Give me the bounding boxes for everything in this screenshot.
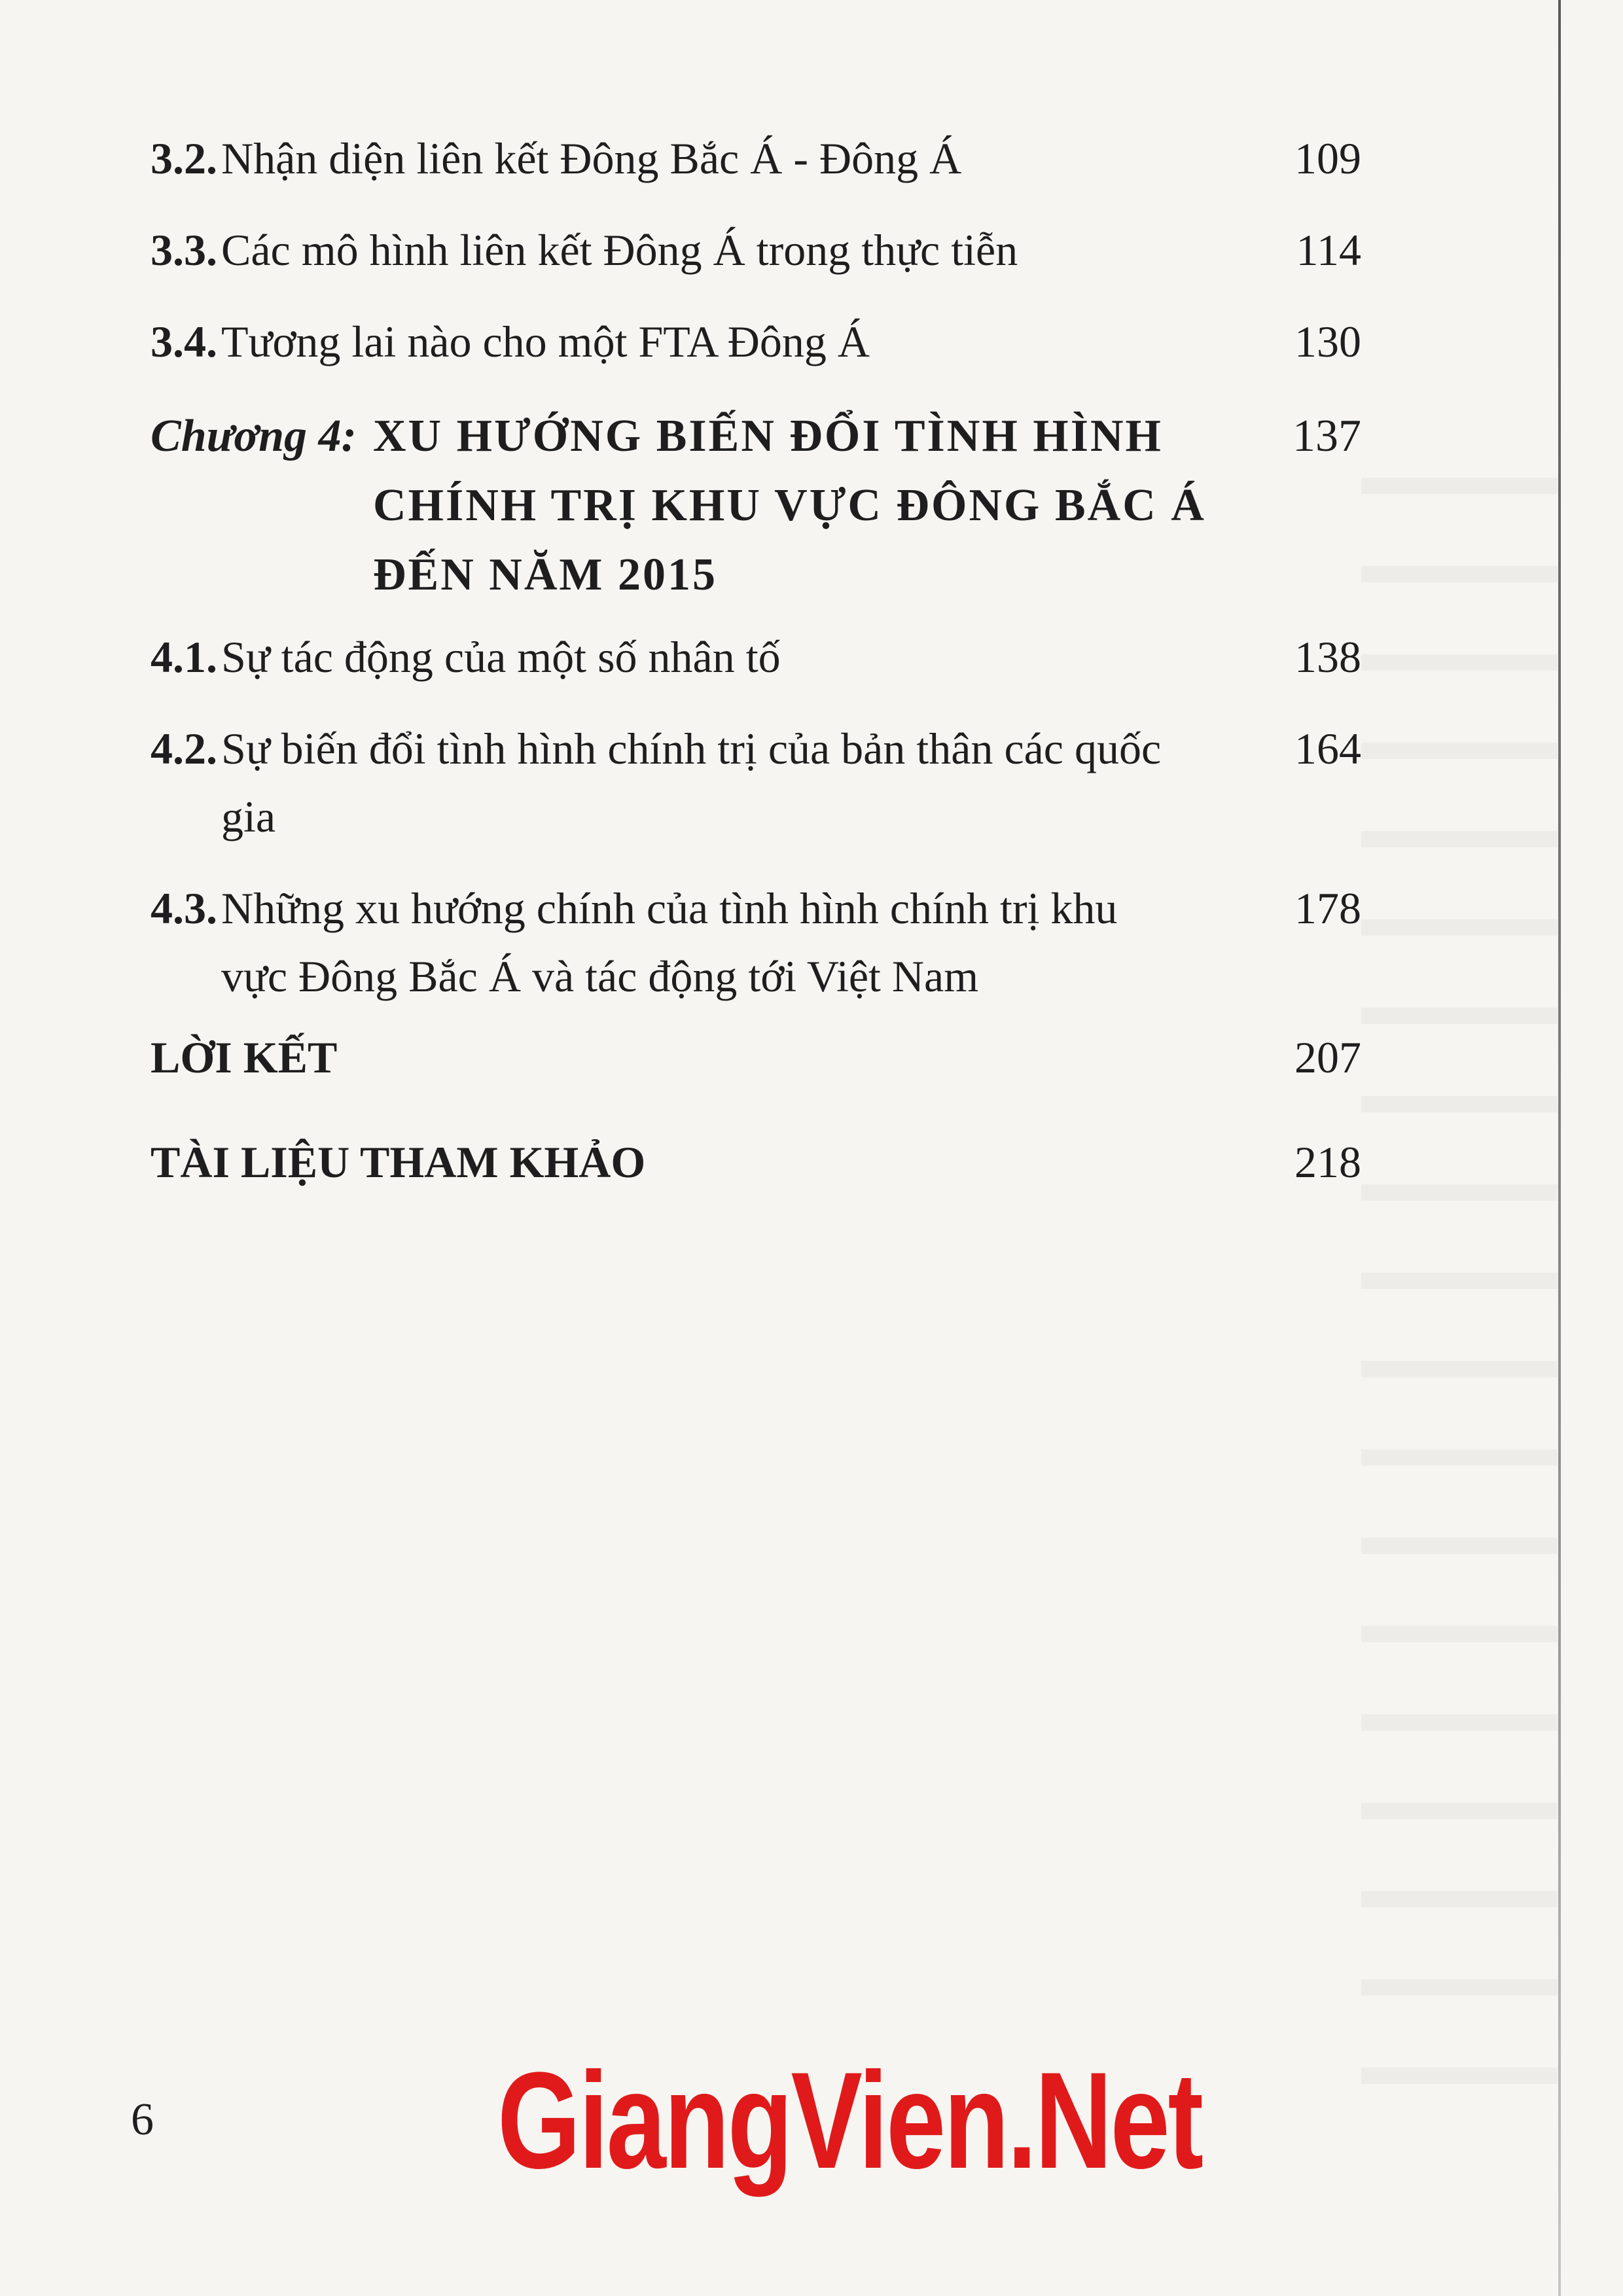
page-edge-line — [1558, 0, 1561, 2296]
entry-number: 4.2. — [151, 724, 217, 773]
page-number: 6 — [131, 2094, 154, 2145]
entry-title: Nhận diện liên kết Đông Bắc Á - Đông Á — [221, 133, 962, 183]
entry-number: 3.2. — [151, 133, 217, 183]
references-title: TÀI LIỆU THAM KHẢO — [151, 1137, 646, 1187]
entry-page: 164 — [1294, 724, 1361, 773]
ending-page: 207 — [1294, 1033, 1361, 1082]
chapter-label: Chương 4: — [151, 411, 357, 461]
toc-chapter-4[interactable] — [151, 402, 1361, 610]
bleed-through-shadow — [1361, 406, 1558, 2107]
entry-page: 114 — [1296, 225, 1361, 275]
entry-page: 178 — [1294, 883, 1361, 933]
chapter-page: 137 — [1293, 411, 1361, 461]
references-page: 218 — [1294, 1137, 1361, 1187]
entry-page: 109 — [1294, 133, 1361, 183]
ending-title: LỜI KẾT — [151, 1033, 338, 1082]
toc-entry-3-2[interactable] — [151, 124, 1361, 192]
toc-entry-4-1[interactable] — [151, 623, 1361, 691]
entry-number: 3.3. — [151, 225, 217, 275]
entry-title: Những xu hướng chính của tình hình chính trị khu vực Đông Bắc Á và tác động tới Việt Nam — [221, 883, 1118, 1001]
watermark-logo: GiangVien.Net — [497, 2043, 1202, 2197]
entry-page: 138 — [1294, 632, 1361, 682]
table-of-contents — [151, 124, 1361, 1196]
toc-entry-3-3[interactable] — [151, 216, 1361, 284]
toc-references[interactable] — [151, 1128, 1361, 1196]
toc-entry-4-3[interactable] — [151, 874, 1361, 1010]
toc-entry-4-2[interactable] — [151, 715, 1361, 851]
toc-entry-3-4[interactable] — [151, 308, 1361, 376]
entry-title: Các mô hình liên kết Đông Á trong thực tiễn — [221, 225, 1018, 275]
entry-title: Sự tác động của một số nhân tố — [221, 632, 781, 682]
chapter-title: XU HƯỚNG BIẾN ĐỔI TÌNH HÌNH CHÍNH TRỊ KHU VỰC ĐÔNG BẮC Á ĐẾN NĂM 2015 — [373, 411, 1206, 600]
entry-number: 4.1. — [151, 632, 217, 682]
entry-title: Tương lai nào cho một FTA Đông Á — [221, 317, 870, 366]
entry-title: Sự biến đổi tình hình chính trị của bản thân các quốc gia — [221, 724, 1162, 841]
toc-ending[interactable] — [151, 1023, 1361, 1091]
entry-number: 3.4. — [151, 317, 217, 366]
entry-page: 130 — [1294, 317, 1361, 366]
entry-number: 4.3. — [151, 883, 217, 933]
